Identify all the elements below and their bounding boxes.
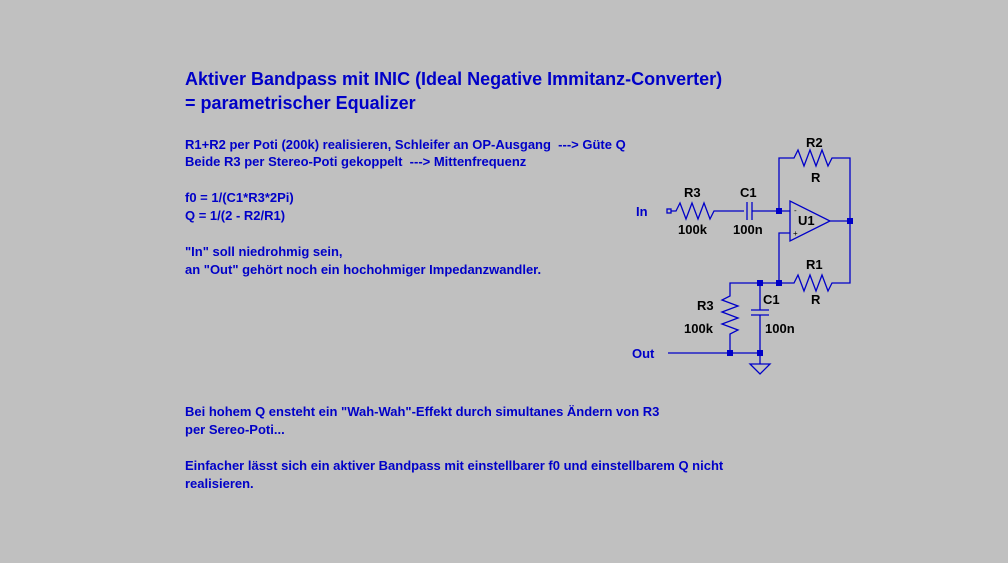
r3-bottom-resistor	[722, 283, 760, 353]
in-port-icon	[667, 209, 671, 213]
out-label: Out	[632, 346, 655, 361]
note-wah-line-1: Bei hohem Q ensteht ein "Wah-Wah"-Effekt durch simultanes Ändern von R3	[185, 404, 660, 419]
note-poti-q: R1+R2 per Poti (200k) realisieren, Schleifer an OP-Ausgang ---> Güte Q	[185, 137, 626, 152]
opamp-minus-sign: -	[794, 206, 797, 215]
c1-top-value: 100n	[733, 222, 763, 237]
note-out-buffer: an "Out" gehört noch ein hochohmiger Impedanzwandler.	[185, 262, 542, 277]
junction-dot	[757, 350, 763, 356]
r1-resistor	[760, 221, 850, 291]
note-simple-line-1: Einfacher lässt sich ein aktiver Bandpass mit einstellbarer f0 und einstellbarem Q nicht	[185, 458, 724, 473]
opamp-plus-sign: +	[793, 229, 798, 238]
title-line-2: = parametrischer Equalizer	[185, 93, 416, 113]
r3-top-resistor	[671, 203, 744, 219]
note-wah-line-2: per Sereo-Poti...	[185, 422, 285, 437]
title-line-1: Aktiver Bandpass mit INIC (Ideal Negative Immitanz-Converter)	[185, 69, 723, 89]
note-stereo-poti: Beide R3 per Stereo-Poti gekoppelt ---> Mittenfrequenz	[185, 154, 527, 169]
c1-bottom-name: C1	[763, 292, 780, 307]
note-in-impedance: "In" soll niedrohmig sein,	[185, 244, 343, 259]
r3-top-value: 100k	[678, 222, 707, 237]
junction-dot	[847, 218, 853, 224]
formula-f0: f0 = 1/(C1*R3*2Pi)	[185, 190, 294, 205]
r3-top-name: R3	[684, 185, 701, 200]
r2-name: R2	[806, 135, 823, 150]
r3-bottom-name: R3	[697, 298, 714, 313]
c1-top-name: C1	[740, 185, 757, 200]
r1-value: R	[811, 292, 821, 307]
junction-dot	[776, 208, 782, 214]
opamp-name: U1	[798, 213, 815, 228]
r3-bottom-value: 100k	[684, 321, 713, 336]
formula-q: Q = 1/(2 - R2/R1)	[185, 208, 286, 223]
note-simple-line-2: realisieren.	[185, 476, 254, 491]
r1-name: R1	[806, 257, 823, 272]
c1-bottom-value: 100n	[765, 321, 795, 336]
wire-plus-input	[779, 233, 790, 283]
junction-dot	[757, 280, 763, 286]
junction-dot	[727, 350, 733, 356]
ground-icon	[750, 364, 770, 374]
r2-value: R	[811, 170, 821, 185]
junction-dot	[776, 280, 782, 286]
in-label: In	[636, 204, 648, 219]
